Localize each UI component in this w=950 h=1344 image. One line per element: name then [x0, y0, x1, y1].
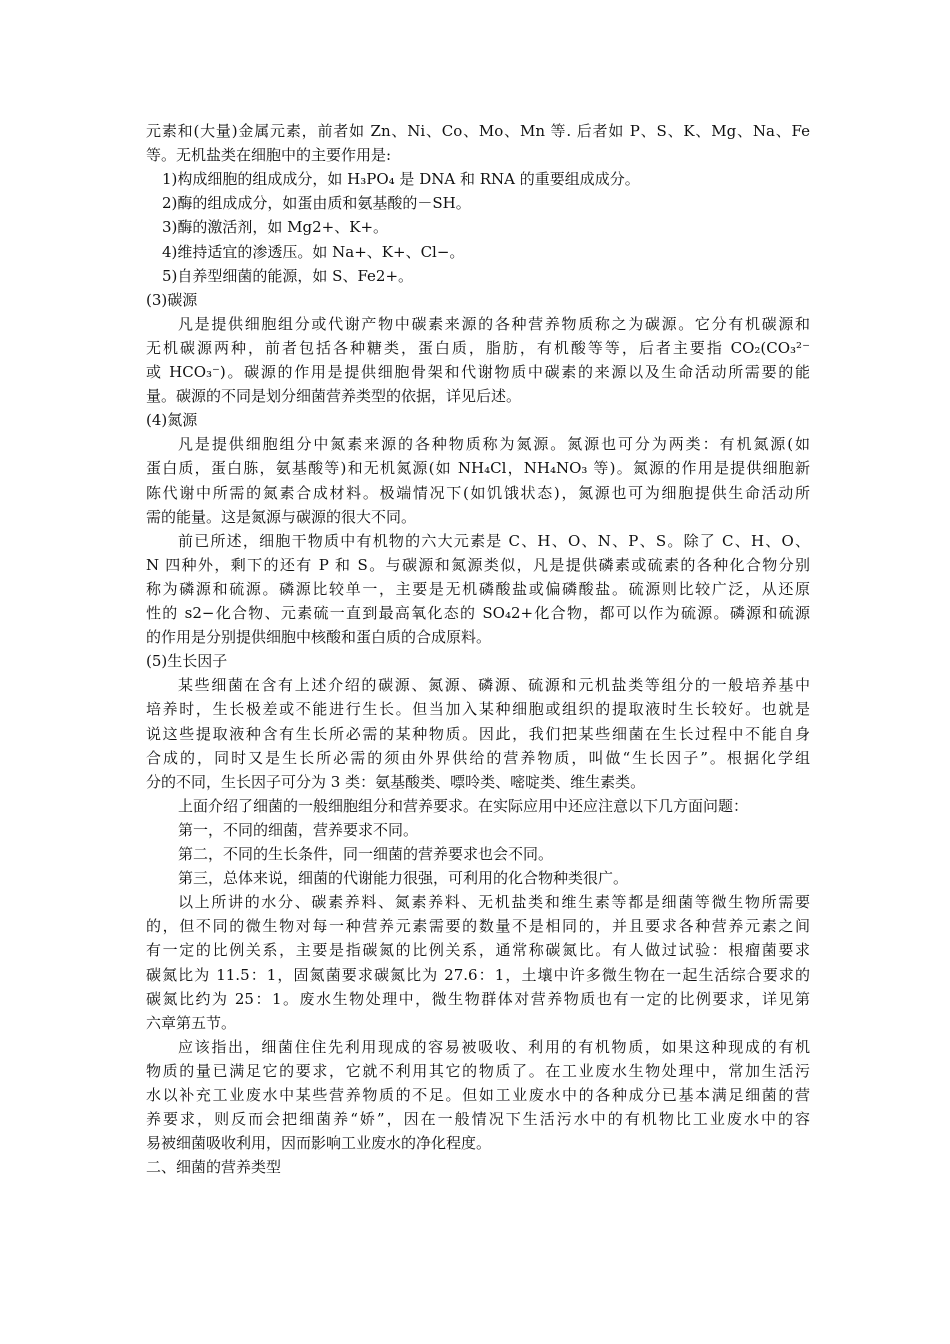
- text-line: 性的 s2−化合物、元素硫一直到最高氧化态的 SO₄2+化合物，都可以作为硫源。磷源和硫源: [146, 604, 810, 622]
- text-line: 元素和(大量)金属元素，前者如 Zn、Ni、Co、Mo、Mn 等. 后者如 P、S、K、Mg、Na、Fe: [146, 122, 810, 140]
- text-line: 物质的量已满足它的要求，它就不利用其它的物质了。在工业废水生物处理中，常加生活污: [146, 1062, 810, 1080]
- text-line: 说这些提取液种含有生长所必需的某种物质。因此，我们把某些细菌在生长过程中不能自身: [146, 725, 810, 743]
- text-line: 第二，不同的生长条件，同一细菌的营养要求也会不同。: [178, 845, 554, 863]
- text-line: 3)酶的激活剂，如 Mg2+、K+。: [162, 218, 389, 236]
- text-line: 的，但不同的微生物对每一种营养元素需要的数量不是相同的，并且要求各种营养元素之间: [146, 917, 810, 935]
- text-line: 1)构成细胞的组成成分，如 H₃PO₄ 是 DNA 和 RNA 的重要组成成分。: [162, 170, 640, 188]
- text-line: 以上所讲的水分、碳素养料、氮素养料、无机盐类和维生素等都是细菌等微生物所需要: [178, 893, 810, 911]
- text-line: (4)氮源: [146, 411, 198, 429]
- text-line: 易被细菌吸收利用，因而影响工业废水的净化程度。: [146, 1134, 492, 1152]
- text-line: 的作用是分别提供细胞中核酸和蛋白质的合成原料。: [146, 628, 492, 646]
- text-line: 第一，不同的细菌，营养要求不同。: [178, 821, 419, 839]
- text-line: 某些细菌在含有上述介绍的碳源、氮源、磷源、硫源和元机盐类等组分的一般培养基中: [178, 676, 810, 694]
- text-line: 凡是提供细胞组分或代谢产物中碳素来源的各种营养物质称之为碳源。它分有机碳源和: [178, 315, 810, 333]
- text-line: 六章第五节。: [146, 1014, 237, 1032]
- text-line: 等。无机盐类在细胞中的主要作用是:: [146, 146, 392, 164]
- text-line: 或 HCO₃⁻)。碳源的作用是提供细胞骨架和代谢物质中碳素的来源以及生命活动所需要的能: [146, 363, 810, 381]
- text-line: 4)维持适宜的渗透压。如 Na+、K+、Cl−。: [162, 243, 465, 261]
- text-line: 5)自养型细菌的能源，如 S、Fe2+。: [162, 267, 414, 285]
- text-line: 碳氮比约为 25：1。废水生物处理中，微生物群体对营养物质也有一定的比例要求，详见第: [146, 990, 810, 1008]
- text-line: 第三，总体来说，细菌的代谢能力很强，可利用的化合物种类很广。: [178, 869, 629, 887]
- text-line: (5)生长因子: [146, 652, 228, 670]
- text-line: 二、细菌的营养类型: [146, 1158, 282, 1176]
- text-line: 前已所述，细胞干物质中有机物的六大元素是 C、H、O、N、P、S。除了 C、H、O、: [178, 532, 810, 550]
- text-line: 量。碳源的不同是划分细菌营养类型的依据，详见后述。: [146, 387, 522, 405]
- text-line: 应该指出，细菌住住先利用现成的容易被吸收、利用的有机物质，如果这种现成的有机: [178, 1038, 810, 1056]
- text-line: 培养时，生长极差或不能进行生长。但当加入某种细胞或组织的提取液时生长较好。也就是: [146, 700, 810, 718]
- text-line: 养要求，则反而会把细菌养“娇”，因在一般情况下生活污水中的有机物比工业废水中的容: [146, 1110, 810, 1128]
- text-line: 分的不同，生长因子可分为 3 类：氨基酸类、嘌呤类、嘧啶类、维生素类。: [146, 773, 646, 791]
- text-line: (3)碳源: [146, 291, 198, 309]
- text-line: 需的能量。这是氮源与碳源的很大不同。: [146, 508, 417, 526]
- text-line: 陈代谢中所需的氮素合成材料。极端情况下(如饥饿状态)，氮源也可为细胞提供生命活动所: [146, 484, 810, 502]
- text-line: 合成的，同时又是生长所必需的须由外界供给的营养物质，叫做“生长因子”。根据化学组: [146, 749, 810, 767]
- text-line: 有一定的比例关系，主要是指碳氮的比例关系，通常称碳氮比。有人做过试验：根瘤菌要求: [146, 941, 810, 959]
- text-line: 水以补充工业废水中某些营养物质的不足。但如工业废水中的各种成分已基本满足细菌的营: [146, 1086, 810, 1104]
- text-line: 上面介绍了细菌的一般细胞组分和营养要求。在实际应用中还应注意以下几方面问题：: [178, 797, 749, 815]
- text-line: 凡是提供细胞组分中氮素来源的各种物质称为氮源。氮源也可分为两类：有机氮源(如: [178, 435, 810, 453]
- text-line: N 四种外，剩下的还有 P 和 S。与碳源和氮源类似，凡是提供磷素或硫素的各种化合物分别: [146, 556, 810, 574]
- text-line: 称为磷源和硫源。磷源比较单一，主要是无机磷酸盐或偏磷酸盐。硫源则比较广泛，从还原: [146, 580, 810, 598]
- text-line: 碳氮比为 11.5：1，固氮菌要求碳氮比为 27.6：1，土壤中许多微生物在一起生活综合要求的: [146, 966, 810, 984]
- text-line: 蛋白质，蛋白胨，氨基酸等)和无机氮源(如 NH₄Cl，NH₄NO₃ 等)。氮源的作用是提供细胞新: [146, 459, 810, 477]
- text-line: 无机碳源两种，前者包括各种糖类，蛋白质，脂肪，有机酸等等，后者主要指 CO₂(CO₃²⁻: [146, 339, 810, 357]
- text-line: 2)酶的组成成分，如蛋由质和氨基酸的－SH。: [162, 194, 471, 212]
